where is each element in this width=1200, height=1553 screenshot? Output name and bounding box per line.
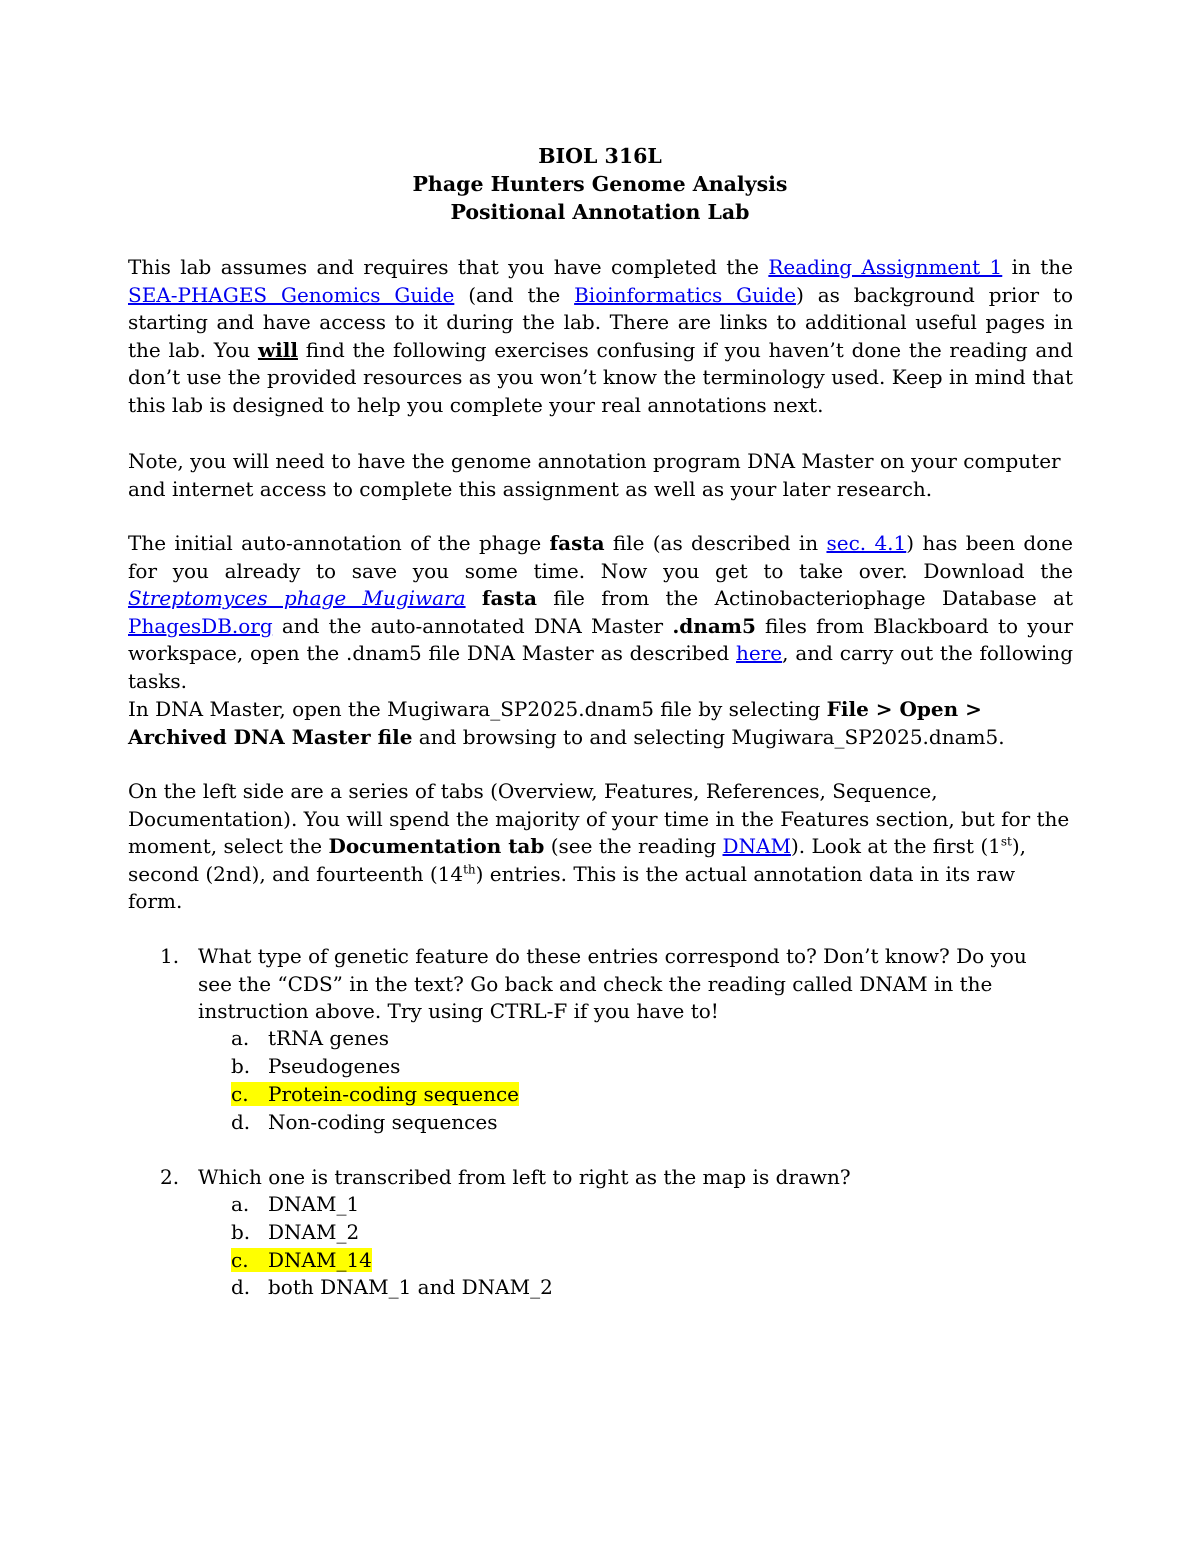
tabs-paragraph (128, 778, 1073, 916)
tabs-text: ) entries. This is the actual annotation data in its raw form. (128, 861, 1016, 914)
option-2b (231, 1219, 359, 1247)
intro-paragraph (128, 254, 1073, 420)
intro-text: ) as background prior to starting and have access to it during the lab. There are links to additional useful pages in the lab. You (128, 282, 1074, 362)
auto-text: file from the Actinobacteriophage Database at (536, 586, 1073, 611)
auto-text: and the auto-annotated DNA Master (272, 613, 673, 638)
option-letter: d. (231, 1275, 251, 1299)
emphasis-will: will (257, 337, 298, 362)
option-text: Non-coding sequences (268, 1110, 498, 1134)
option-text: DNAM_2 (268, 1220, 360, 1244)
intro-text: (and the (454, 282, 575, 307)
document-subtitle: Positional Annotation Lab (450, 200, 750, 224)
tabs-text: ). Look at the first (1 (790, 834, 1001, 859)
question-number: 2. (160, 1165, 180, 1189)
auto-text: ) has been done for you already to save you some time. Now you get to take over. Download the (128, 531, 1073, 583)
option-text-highlighted: Protein-coding sequence (268, 1082, 519, 1106)
bioinformatics-guide-link[interactable]: Bioinformatics Guide (574, 282, 797, 307)
open-text: and browsing to and selecting Mugiwara_SP2025.dnam5. (412, 724, 1005, 749)
auto-annotation-paragraph (128, 530, 1073, 696)
genomics-guide-link[interactable]: SEA-PHAGES Genomics Guide (128, 282, 455, 307)
option-2c (231, 1247, 372, 1275)
bold-fasta: fasta (549, 531, 605, 555)
option-2a (231, 1191, 359, 1219)
option-1a (231, 1025, 389, 1053)
note-paragraph: Note, you will need to have the genome annotation program DNA Master on your computer and internet access to complete this assignment as well as your later research. (128, 449, 1061, 501)
document-title: Phage Hunters Genome Analysis (412, 172, 788, 196)
option-1c (231, 1081, 519, 1109)
here-link[interactable]: here (736, 641, 783, 666)
option-letter: c. (231, 1082, 249, 1106)
course-code: BIOL 316L (538, 144, 662, 168)
superscript: st (1000, 834, 1012, 849)
section-4-1-link[interactable]: sec. 4.1 (826, 531, 907, 555)
option-1d (231, 1109, 497, 1137)
bold-menu-path: File > Open > Archived DNA Master file (128, 697, 982, 749)
option-2d (231, 1274, 553, 1302)
intro-text: find the following exercises confusing if you haven’t done the reading and don’t use the provided resources as you won’t know the terminology used. Keep in mind that this lab is designed to help you complete your real annotations next. (128, 337, 1074, 417)
question-text: Which one is transcribed from left to right as the map is drawn? (198, 1165, 851, 1189)
option-text: both DNAM_1 and DNAM_2 (268, 1275, 553, 1299)
bold-fasta: fasta (481, 586, 537, 611)
option-letter: c. (231, 1248, 249, 1272)
auto-text (466, 586, 482, 610)
question-2 (160, 1164, 1060, 1192)
option-text-highlighted: DNAM_14 (268, 1248, 372, 1272)
dnam-link[interactable]: DNAM (722, 834, 791, 859)
bold-dnam5: .dnam5 (672, 613, 756, 638)
phagesdb-link[interactable]: PhagesDB.org (128, 613, 273, 638)
auto-text: The initial auto-annotation of the phage (128, 531, 550, 555)
superscript: th (463, 862, 476, 877)
auto-text: file (as described in (604, 531, 827, 555)
open-file-paragraph (128, 696, 1073, 751)
intro-text: This lab assumes and requires that you have completed the (128, 255, 769, 279)
intro-text: in the (1002, 255, 1073, 279)
option-letter: b. (231, 1054, 251, 1078)
phage-mugiwara-link[interactable]: Streptomyces phage Mugiwara (128, 586, 466, 611)
option-text: tRNA genes (268, 1026, 390, 1050)
bold-documentation-tab: Documentation tab (328, 834, 545, 859)
option-letter: b. (231, 1220, 251, 1244)
tabs-text: On the left side are a series of tabs (Overview, Features, References, Sequence, Documentation). You will spend the majority of your time in the Features section, but for the moment, select the (128, 779, 1070, 859)
tabs-text: (see the reading (544, 834, 723, 859)
option-letter: a. (231, 1026, 250, 1050)
option-1b (231, 1053, 400, 1081)
option-text: DNAM_1 (268, 1192, 360, 1216)
question-text: What type of genetic feature do these entries correspond to? Don’t know? Do you see the “CDS” in the text? Go back and check the reading called DNAM in the instruction above. Try using CTRL-F if you have to! (198, 944, 1027, 1024)
option-text: Pseudogenes (268, 1054, 401, 1078)
question-1 (160, 943, 1060, 1026)
reading-assignment-link[interactable]: Reading Assignment 1 (768, 255, 1003, 279)
tabs-text: ), second (2nd), and fourteenth (14 (128, 834, 1026, 886)
question-number: 1. (160, 944, 180, 968)
auto-text: files from Blackboard to your workspace, open the .dnam5 file DNA Master as described (128, 613, 1073, 666)
option-letter: d. (231, 1110, 251, 1134)
open-text: In DNA Master, open the Mugiwara_SP2025.dnam5 file by selecting (128, 697, 827, 721)
option-letter: a. (231, 1192, 250, 1216)
auto-text: , and carry out the following tasks. (128, 641, 1073, 693)
